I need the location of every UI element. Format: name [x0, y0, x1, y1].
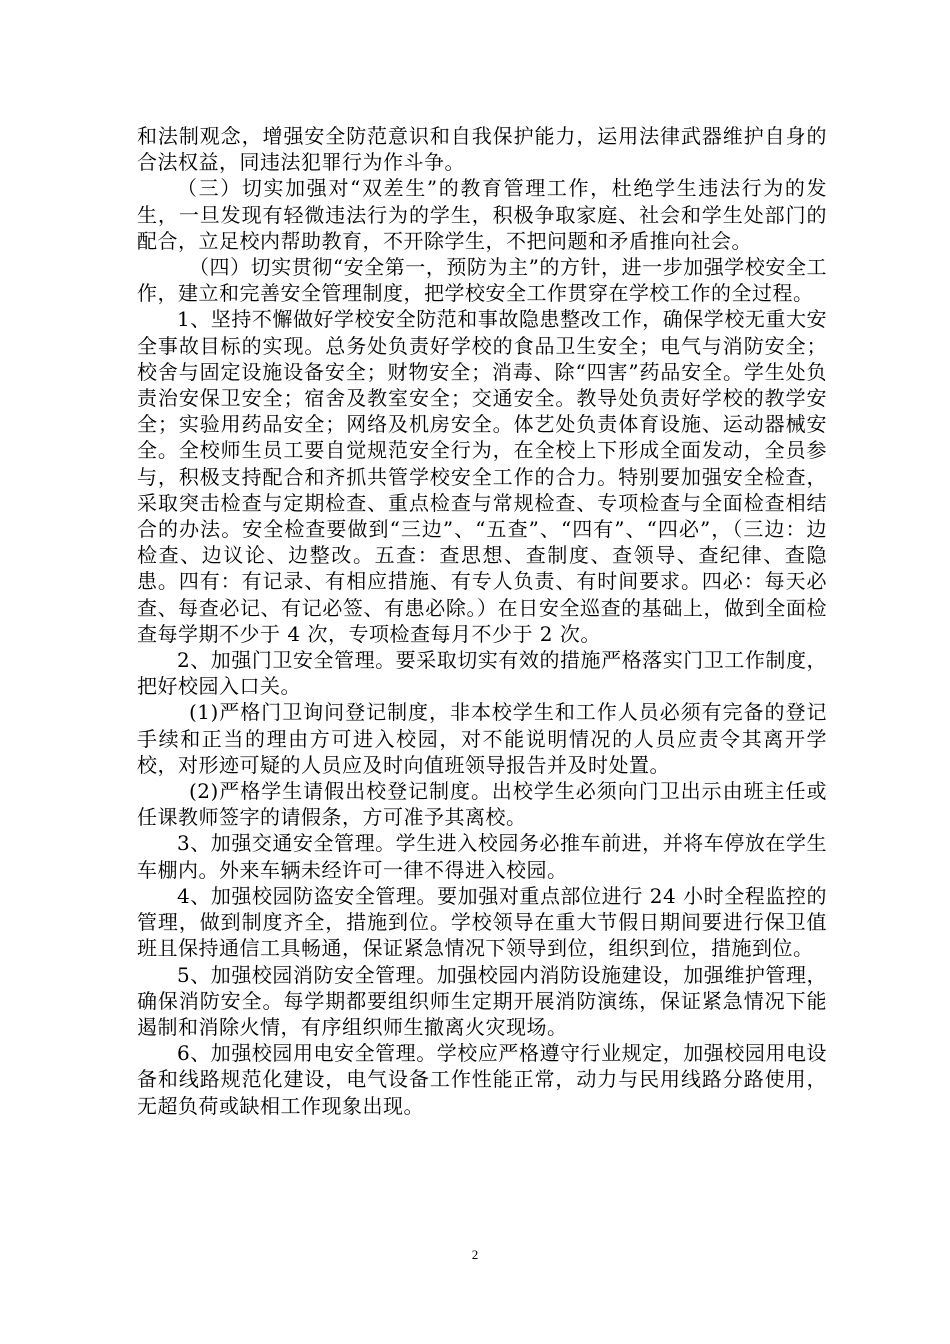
paragraph-continuation: 和法制观念，增强安全防范意识和自我保护能力，运用法律武器维护自身的合法权益，同违法犯罪行为作斗争。: [137, 124, 827, 175]
document-body: [137, 123, 827, 1119]
paragraph-item-3: 3、加强交通安全管理。学生进入校园务必推车前进，并将车停放在学生车棚内。外来车辆未经许可一律不得进入校园。: [137, 831, 827, 882]
paragraph-item-6: 6、加强校园用电安全管理。学校应严格遵守行业规定，加强校园用电设备和线路规范化建设，电气设备工作性能正常，动力与民用线路分路使用，无超负荷或缺相工作现象出现。: [137, 1041, 827, 1118]
paragraph-section-3: （三）切实加强对“双差生”的教育管理工作，杜绝学生违法行为的发生，一旦发现有轻微违法行为的学生，积极争取家庭、社会和学生处部门的配合，立足校内帮助教育，不开除学生，不把问题和矛盾推向社会。: [137, 176, 827, 253]
paragraph-item-2: 2、加强门卫安全管理。要采取切实有效的措施严格落实门卫工作制度，把好校园入口关。: [137, 648, 827, 699]
page-number: 2: [471, 1247, 479, 1262]
paragraph-section-4: （四）切实贯彻“安全第一，预防为主”的方针，进一步加强学校安全工作，建立和完善安全管理制度，把学校安全工作贯穿在学校工作的全过程。: [137, 255, 827, 306]
paragraph-subitem-2: (2)严格学生请假出校登记制度。出校学生必须向门卫出示由班主任或任课教师签字的请假条，方可准予其离校。: [137, 779, 827, 830]
paragraph-item-4: 4、加强校园防盗安全管理。要加强对重点部位进行 24 小时全程监控的管理，做到制度齐全，措施到位。学校领导在重大节假日期间要进行保卫值班且保持通信工具畅通，保证紧急情况下领导到位，组织到位，措施到位。: [137, 883, 827, 961]
paragraph-subitem-1: (1)严格门卫询问登记制度，非本校学生和工作人员必须有完备的登记手续和正当的理由方可进入校园，对不能说明情况的人员应责令其离开学校，对形迹可疑的人员应及时向值班领导报告并及时处置。: [137, 700, 827, 777]
paragraph-item-5: 5、加强校园消防安全管理。加强校园内消防设施建设，加强维护管理，确保消防安全。每学期都要组织师生定期开展消防演练，保证紧急情况下能遏制和消除火情，有序组织师生撤离火灾现场。: [137, 962, 827, 1039]
paragraph-item-1: 1、坚持不懈做好学校安全防范和事故隐患整改工作，确保学校无重大安全事故目标的实现。总务处负责好学校的食品卫生安全；电气与消防安全；校舍与固定设施设备安全；财物安全；消毒、除“四害”药品安全。学生处负责治安保卫安全；宿舍及教室安全；交通安全。教导处负责好学校的教学安全；实验用药品安全；网络及机房安全。体艺处负责体育设施、运动器械安全。全校师生员工要自觉规范安全行为，在全校上下形成全面发动，全员参与，积极支持配合和齐抓共管学校安全工作的合力。特别要加强安全检查，采取突击检查与定期检查、重点检查与常规检查、专项检查与全面检查相结合的办法。安全检查要做到“三边”、“五查”、“四有”、“四必”，（三边：边检查、边议论、边整改。五查：查思想、查制度、查领导、查纪律、查隐患。四有：有记录、有相应措施、有专人负责、有时间要求。四必：每天必查、每查必记、有记必签、有患必除。）在日安全巡查的基础上，做到全面检查每学期不少于 4 次，专项检查每月不少于 2 次。: [137, 307, 827, 646]
